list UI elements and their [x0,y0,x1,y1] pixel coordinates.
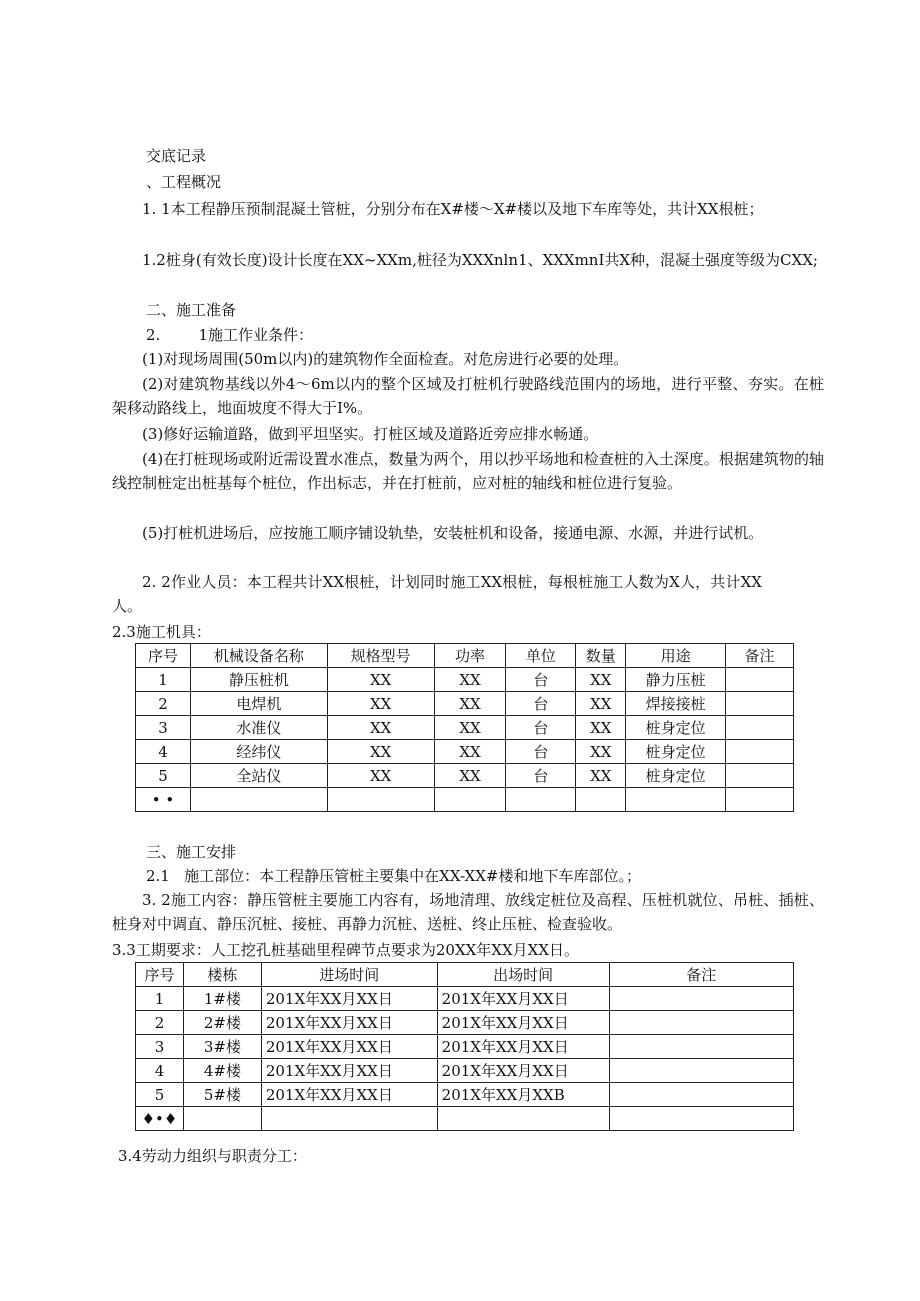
table-cell [434,788,506,812]
table-cell [576,788,626,812]
table-cell: 201X年XX月XX日 [437,1011,609,1035]
table-cell [609,1035,793,1059]
table-cell [726,692,794,716]
table-row [136,788,794,812]
column-header: 机械设备名称 [190,644,327,668]
table-cell: 2 [136,692,191,716]
table-cell: 水准仪 [190,716,327,740]
table-cell [609,1059,793,1083]
table-cell [506,788,576,812]
table-row [136,1107,794,1131]
table-cell: XX [576,668,626,692]
table-cell: • • [136,788,191,812]
table-cell: 静力压桩 [626,668,726,692]
table-cell [190,788,327,812]
column-header: 出场时间 [437,963,609,987]
table-cell [609,1083,793,1107]
table-cell: 4#楼 [183,1059,261,1083]
table-cell: 201X年XX月XX日 [261,1035,437,1059]
table-cell: 桩身定位 [626,740,726,764]
column-header: 序号 [136,644,191,668]
table-cell: 3 [136,1035,184,1059]
table-cell: XX [434,740,506,764]
table-cell: 201X年XX月XX日 [261,1059,437,1083]
table-cell: XX [434,668,506,692]
table-cell: XX [576,764,626,788]
equipment-table-header [136,644,794,668]
table-cell [327,788,434,812]
table-row [136,764,794,788]
table-cell: 5 [136,764,191,788]
condition-2: (2)对建筑物基线以外4～6m以内的整个区域及打桩机行驶路线范围内的场地，进行平整、夯实。在桩架移动路线上，地面坡度不得大于I%。 [112,375,824,417]
section-2-heading: 二、施工准备 [146,301,237,319]
column-header: 功率 [434,644,506,668]
section-2-2-para: 2. 2作业人员：本工程共计XX根桩，计划同时施工XX根桩，每根桩施工人数为X人，共计XX人。 [112,573,762,615]
column-header: 用途 [626,644,726,668]
column-header: 规格型号 [327,644,434,668]
table-cell: XX [327,764,434,788]
table-row [136,692,794,716]
table-cell [726,716,794,740]
table-cell: 3 [136,716,191,740]
section-3-para-4: 3.4劳动力组织与职责分工： [118,1147,307,1165]
table-cell [626,788,726,812]
table-cell: 台 [506,740,576,764]
equipment-label: 2.3施工机具： [112,623,211,641]
table-row [136,1011,794,1035]
table-cell: 静压桩机 [190,668,327,692]
table-cell: 1 [136,668,191,692]
column-header: 序号 [136,963,184,987]
table-cell: XX [327,716,434,740]
table-row [136,716,794,740]
section-1-para-2: 1.2桩身(有效长度)设计长度在XX~XXm,桩径为XXXnln1、XXXmnI共X种，混凝土强度等级为CXX; [142,251,818,269]
table-cell: 5 [136,1083,184,1107]
schedule-table [135,962,794,1131]
column-header: 数量 [576,644,626,668]
table-cell: 201X年XX月XXB [437,1083,609,1107]
table-cell: 桩身定位 [626,716,726,740]
table-cell [609,987,793,1011]
section-3-para-3: 3.3工期要求：人工挖孔桩基础里程碑节点要求为20XX年XX月XX日。 [112,941,580,959]
table-cell: 2 [136,1011,184,1035]
table-cell: 电焊机 [190,692,327,716]
table-cell: XX [327,740,434,764]
equipment-table [135,643,794,812]
table-cell: XX [576,692,626,716]
table-row [136,740,794,764]
table-cell: XX [434,764,506,788]
table-cell: 201X年XX月XX日 [261,1011,437,1035]
section-3-para-1: 2.1 施工部位：本工程静压管桩主要集中在XX-XX#楼和地下车库部位。； [146,867,641,885]
table-row [136,668,794,692]
table-cell [726,740,794,764]
table-cell: XX [434,716,506,740]
doc-title: 交底记录 [146,147,207,165]
table-cell: 1 [136,987,184,1011]
section-1-para-1: 1. 1本工程静压预制混凝土管桩，分别分布在X#楼～X#楼以及地下车库等处，共计XX根桩； [142,200,764,218]
table-cell: XX [434,692,506,716]
table-cell: 201X年XX月XX日 [437,1059,609,1083]
table-cell: 台 [506,692,576,716]
table-cell: 焊接接桩 [626,692,726,716]
column-header: 进场时间 [261,963,437,987]
section-1-heading: 、工程概况 [146,173,222,191]
table-cell [609,1107,793,1131]
condition-4: (4)在打桩现场或附近需设置水准点，数量为两个，用以抄平场地和检查桩的入土深度。根据建筑物的轴线控制桩定出桩基每个桩位，作出标志，并在打桩前，应对桩的轴线和桩位进行复验。 [112,450,824,492]
table-cell [609,1011,793,1035]
table-cell: 台 [506,764,576,788]
table-cell [437,1107,609,1131]
section-3-para-2: 3. 2施工内容：静压管桩主要施工内容有，场地清理、放线定桩位及高程、压桩机就位、吊桩、插桩、桩身对中调直、静压沉桩、接桩、再静力沉桩、送桩、终止压桩、检查验收。 [112,891,824,933]
column-header: 备注 [726,644,794,668]
table-cell [726,764,794,788]
table-cell [261,1107,437,1131]
column-header: 备注 [609,963,793,987]
table-cell: 台 [506,716,576,740]
table-cell: XX [576,740,626,764]
table-cell: 经纬仪 [190,740,327,764]
table-cell: 5#楼 [183,1083,261,1107]
condition-1: (1)对现场周围(50m以内)的建筑物作全面检查。对危房进行必要的处理。 [142,350,629,368]
table-cell: ♦•♦ [136,1107,184,1131]
column-header: 单位 [506,644,576,668]
table-row [136,1035,794,1059]
table-cell: 1#楼 [183,987,261,1011]
table-cell [726,668,794,692]
table-cell: XX [576,716,626,740]
table-cell: XX [327,668,434,692]
table-cell: 201X年XX月XX日 [261,987,437,1011]
table-cell: 2#楼 [183,1011,261,1035]
schedule-table-header [136,963,794,987]
subsection-2-1: 2. 1施工作业条件： [146,326,314,344]
table-cell: 201X年XX月XX日 [437,1035,609,1059]
table-cell: 4 [136,1059,184,1083]
table-row [136,1083,794,1107]
table-row [136,1059,794,1083]
table-cell [726,788,794,812]
table-cell: 4 [136,740,191,764]
condition-3: (3)修好运输道路，做到平坦坚实。打桩区域及道路近旁应排水畅通。 [142,425,599,443]
table-row [136,987,794,1011]
section-3-heading: 三、施工安排 [146,843,237,861]
table-cell: XX [327,692,434,716]
table-cell: 3#楼 [183,1035,261,1059]
table-cell [183,1107,261,1131]
table-cell: 201X年XX月XX日 [437,987,609,1011]
table-cell: 201X年XX月XX日 [261,1083,437,1107]
table-cell: 全站仪 [190,764,327,788]
table-cell: 台 [506,668,576,692]
table-cell: 桩身定位 [626,764,726,788]
column-header: 楼栋 [183,963,261,987]
condition-5: (5)打桩机进场后，应按施工顺序铺设轨垫，安装桩机和设备，接通电源、水源，并进行试机。 [142,524,764,542]
